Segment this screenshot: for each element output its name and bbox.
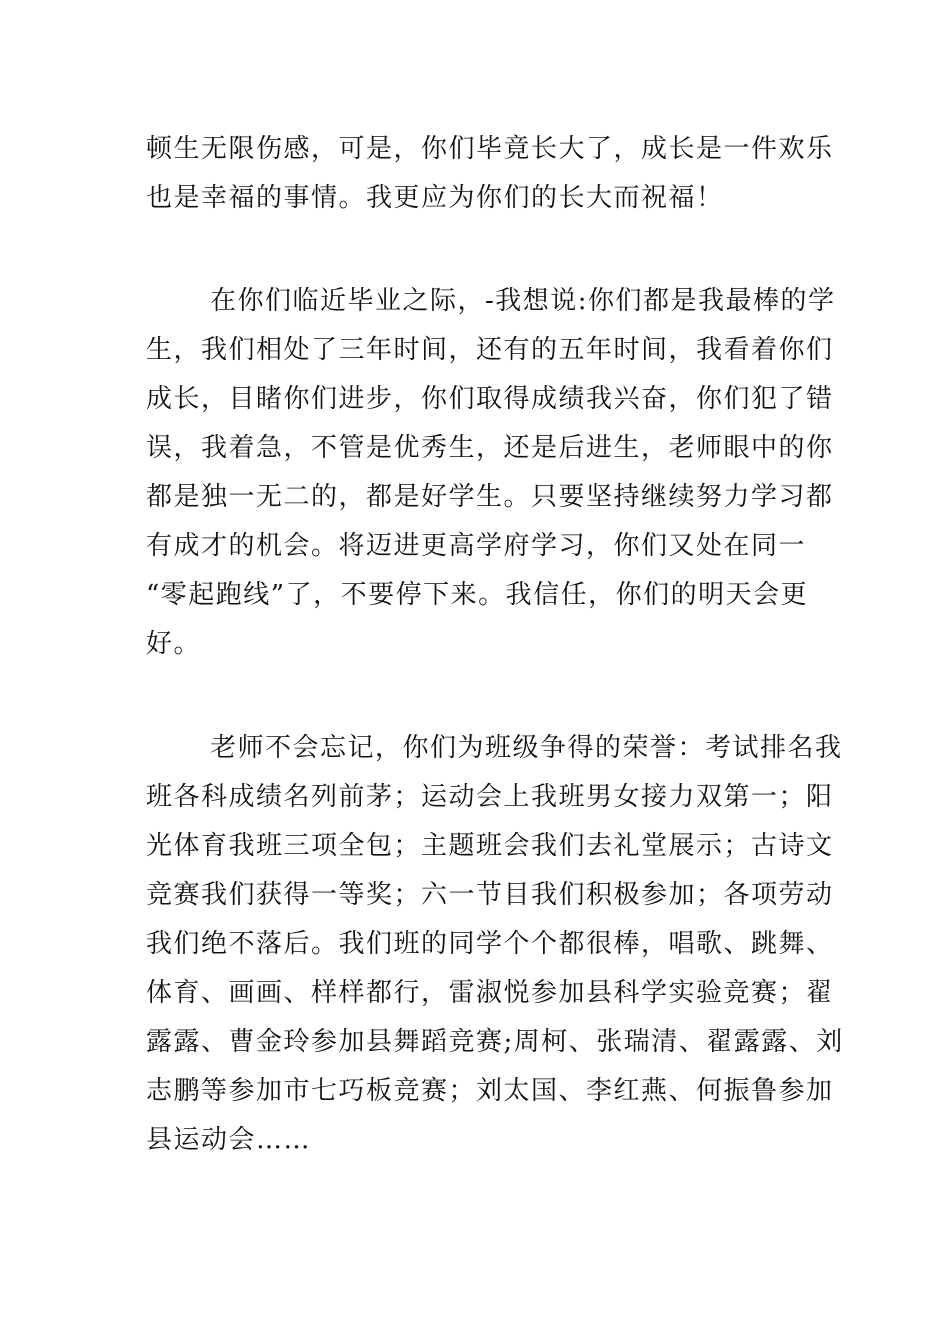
paragraph-2 xyxy=(146,277,836,669)
text-line: 体育、画画、样样都行，雷淑悦参加县科学实验竞赛；翟 xyxy=(146,978,834,1008)
text-line: 老师不会忘记，你们为班级争得的荣誉：考试排名我 xyxy=(210,733,843,763)
text-line: 生，我们相处了三年时间，还有的五年时间，我看着你们 xyxy=(146,335,834,365)
text-line: 班各科成绩名列前茅；运动会上我班男女接力双第一；阳 xyxy=(146,782,834,812)
text-line: 成长，目睹你们进步，你们取得成绩我兴奋，你们犯了错 xyxy=(146,384,834,414)
text-line: 好。 xyxy=(146,629,202,659)
text-line: 县运动会…… xyxy=(146,1125,312,1155)
text-line: “零起跑线”了，不要停下来。我信任，你们的明天会更 xyxy=(146,580,809,610)
text-line: 顿生无限伤感，可是，你们毕竟长大了，成长是一件欢乐 xyxy=(146,134,834,164)
text-line: 都是独一无二的，都是好学生。只要坚持继续努力学习都 xyxy=(146,482,834,512)
text-line: 露露、曹金玲参加县舞蹈竞赛;周柯、张瑞清、翟露露、刘 xyxy=(146,1027,844,1057)
text-line: 竞赛我们获得一等奖；六一节目我们积极参加；各项劳动 xyxy=(146,880,834,910)
text-line: 我们绝不落后。我们班的同学个个都很棒，唱歌、跳舞、 xyxy=(146,929,834,959)
paragraph-3 xyxy=(146,724,844,1165)
text-line: 也是幸福的事情。我更应为你们的长大而祝福！ xyxy=(146,183,724,213)
text-line: 误，我着急，不管是优秀生，还是后进生，老师眼中的你 xyxy=(146,433,834,463)
text-line: 光体育我班三项全包；主题班会我们去礼堂展示；古诗文 xyxy=(146,831,834,861)
text-line: 在你们临近毕业之际，-我想说:你们都是我最棒的学 xyxy=(210,286,836,316)
text-line: 有成才的机会。将迈进更高学府学习，你们又处在同一 xyxy=(146,531,807,561)
text-line: 志鹏等参加市七巧板竞赛；刘太国、李红燕、何振鲁参加 xyxy=(146,1076,834,1106)
paragraph-1 xyxy=(146,125,834,223)
